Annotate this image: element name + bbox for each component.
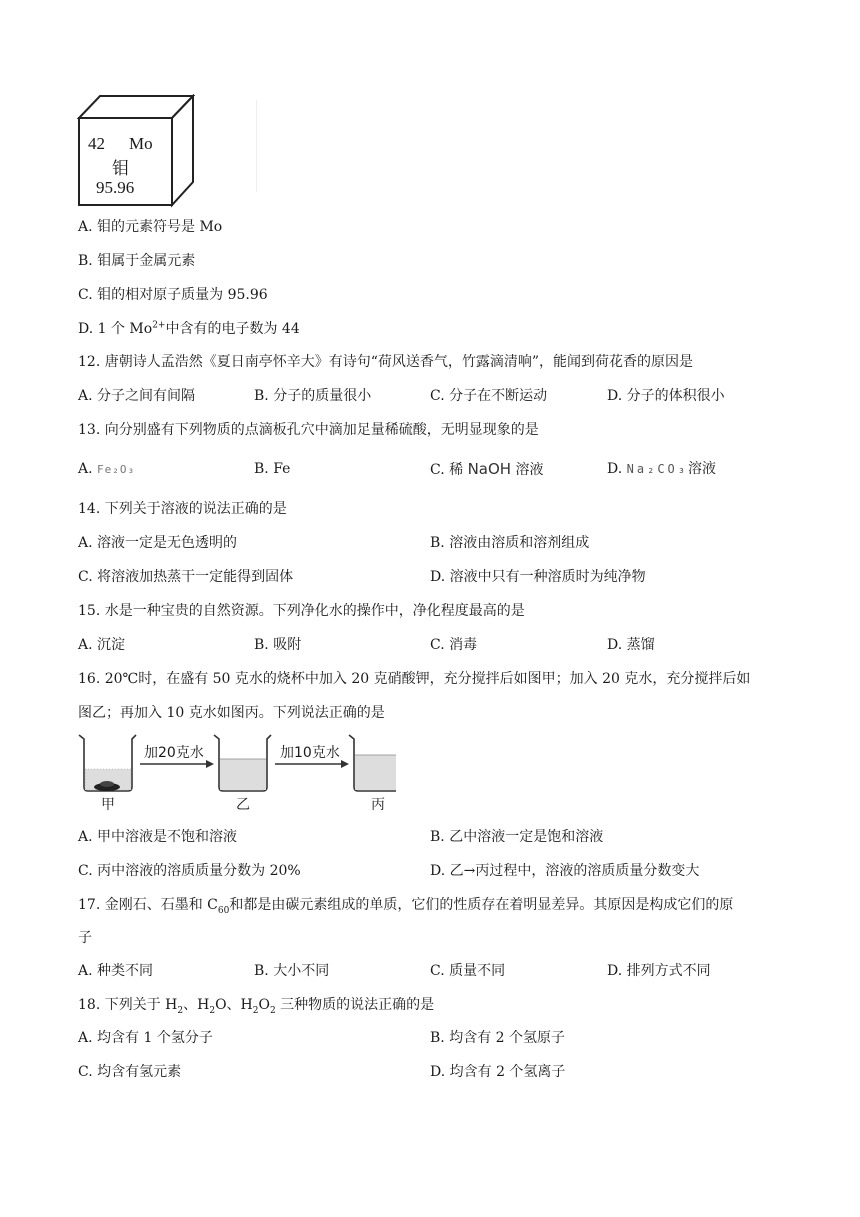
q18-stem-b: 、H xyxy=(183,997,210,1013)
q12-option-a: A. 分子之间有间隔 xyxy=(78,388,196,404)
element-atomic-number: 42 xyxy=(88,134,105,153)
q16-option-a: A. 甲中溶液是不饱和溶液 xyxy=(78,829,238,845)
arrow-head-2 xyxy=(341,760,349,768)
q17-option-b: B. 大小不同 xyxy=(254,963,330,979)
q18-option-a: A. 均含有 1 个氢分子 xyxy=(78,1030,213,1046)
q13-option-a-label: A. xyxy=(78,461,93,477)
q11-option-b: B. 钼属于金属元素 xyxy=(78,253,196,269)
q14-option-b: B. 溶液由溶质和溶剂组成 xyxy=(430,535,590,551)
q17-stem-line2: 子 xyxy=(78,930,92,946)
q11-option-c: C. 钼的相对原子质量为 95.96 xyxy=(78,287,268,303)
q12-option-d: D. 分子的体积很小 xyxy=(607,388,725,404)
q18-sub-1: 2 xyxy=(177,1005,184,1016)
beaker-jia xyxy=(79,735,136,791)
q13-option-c-post: 溶液 xyxy=(515,462,544,478)
q15-option-c: C. 消毒 xyxy=(430,637,478,653)
q14-option-c: C. 将溶液加热蒸干一定能得到固体 xyxy=(78,569,294,585)
q18-stem-a: 18. 下列关于 H xyxy=(78,997,178,1013)
q18-option-d: D. 均含有 2 个氢离子 xyxy=(430,1064,566,1080)
beaker-label-yi: 乙 xyxy=(236,797,250,813)
q12-option-c: C. 分子在不断运动 xyxy=(430,388,548,404)
q17-stem-line1 xyxy=(78,895,733,915)
q17-option-d: D. 排列方式不同 xyxy=(607,963,711,979)
q18-stem xyxy=(78,995,434,1015)
q12-option-b: B. 分子的质量很小 xyxy=(254,388,372,404)
q14-option-a: A. 溶液一定是无色透明的 xyxy=(78,535,238,551)
q11-option-d-post: 中含有的电子数为 44 xyxy=(165,321,300,337)
q17-stem-pre: 17. 金刚石、石墨和 C xyxy=(78,897,218,913)
q16-stem-line1: 16. 20℃时，在盛有 50 克水的烧杯中加入 20 克硝酸钾，充分搅拌后如图甲；加入 20 克水，充分搅拌后如 xyxy=(78,671,751,687)
q14-option-d: D. 溶液中只有一种溶质时为纯净物 xyxy=(430,569,646,585)
q12-stem: 12. 唐朝诗人孟浩然《夏日南亭怀辛大》有诗句“荷风送香气，竹露滴清响”，能闻到荷花香的原因是 xyxy=(78,354,694,370)
q17-option-c: C. 质量不同 xyxy=(430,963,506,979)
q18-option-c: C. 均含有氢元素 xyxy=(78,1064,182,1080)
q11-option-d-pre: D. 1 个 Mo xyxy=(78,321,153,337)
q15-option-d: D. 蒸馏 xyxy=(607,637,655,653)
element-chinese-name: 钼 xyxy=(112,159,129,178)
q13-option-c xyxy=(430,459,544,480)
element-card-figure xyxy=(76,94,196,209)
q17-stem-sub: 60 xyxy=(217,905,230,916)
q13-option-d xyxy=(607,459,716,479)
beaker-label-bing: 丙 xyxy=(371,797,385,813)
q16-option-c: C. 丙中溶液的溶质质量分数为 20% xyxy=(78,863,301,879)
q16-option-b: B. 乙中溶液一定是饱和溶液 xyxy=(430,829,604,845)
q13-option-c-label: C. 稀 xyxy=(430,462,464,478)
q15-option-b: B. 吸附 xyxy=(254,637,302,653)
q13-option-d-label: D. xyxy=(607,461,623,477)
q14-stem: 14. 下列关于溶液的说法正确的是 xyxy=(78,501,287,517)
beaker-label-jia: 甲 xyxy=(101,797,115,813)
q18-sub-2: 2 xyxy=(209,1005,216,1016)
q13-stem: 13. 向分别盛有下列物质的点滴板孔穴中滴加足量稀硫酸，无明显现象的是 xyxy=(78,422,539,438)
q13-option-d-post: 溶液 xyxy=(688,461,716,477)
beaker-yi xyxy=(214,735,271,791)
q17-option-a: A. 种类不同 xyxy=(78,963,154,979)
beaker-bing xyxy=(349,735,396,791)
arrow-head-1 xyxy=(206,760,214,768)
q15-option-a: A. 沉淀 xyxy=(78,637,126,653)
q18-option-b: B. 均含有 2 个氢原子 xyxy=(430,1030,565,1046)
q11-option-d-charge: 2+ xyxy=(152,320,166,331)
q18-stem-c: O、H xyxy=(215,997,253,1013)
q18-stem-e: 三种物质的说法正确的是 xyxy=(275,997,435,1013)
q13-option-c-formula: NaOH xyxy=(467,460,512,478)
arrow-label-2: 加10克水 xyxy=(280,745,340,761)
q15-stem: 15. 水是一种宝贵的自然资源。下列净化水的操作中，净化程度最高的是 xyxy=(78,603,525,619)
q13-option-a xyxy=(78,459,135,480)
q11-option-a: A. 钼的元素符号是 Mo xyxy=(78,219,223,235)
q16-beaker-figure xyxy=(76,729,396,815)
q11-option-d xyxy=(78,319,300,339)
q13-option-b: B. Fe xyxy=(254,461,291,477)
q18-stem-d: O xyxy=(258,997,270,1013)
q13-option-d-formula: Na₂CO₃ xyxy=(626,462,688,476)
q13-option-a-formula: Fe₂O₃ xyxy=(97,463,136,476)
q16-stem-line2: 图乙；再加入 10 克水如图丙。下列说法正确的是 xyxy=(78,705,385,721)
element-symbol: Mo xyxy=(129,134,153,153)
q17-stem-post: 和都是由碳元素组成的单质，它们的性质存在着明显差异。其原因是构成它们的原 xyxy=(229,897,734,913)
q16-option-d: D. 乙→丙过程中，溶液的溶质质量分数变大 xyxy=(430,863,700,879)
arrow-label-1: 加20克水 xyxy=(144,745,204,761)
element-atomic-mass: 95.96 xyxy=(96,178,135,197)
q18-sub-4: 2 xyxy=(269,1005,276,1016)
divider-faint xyxy=(256,100,257,192)
q18-sub-3: 2 xyxy=(252,1005,259,1016)
